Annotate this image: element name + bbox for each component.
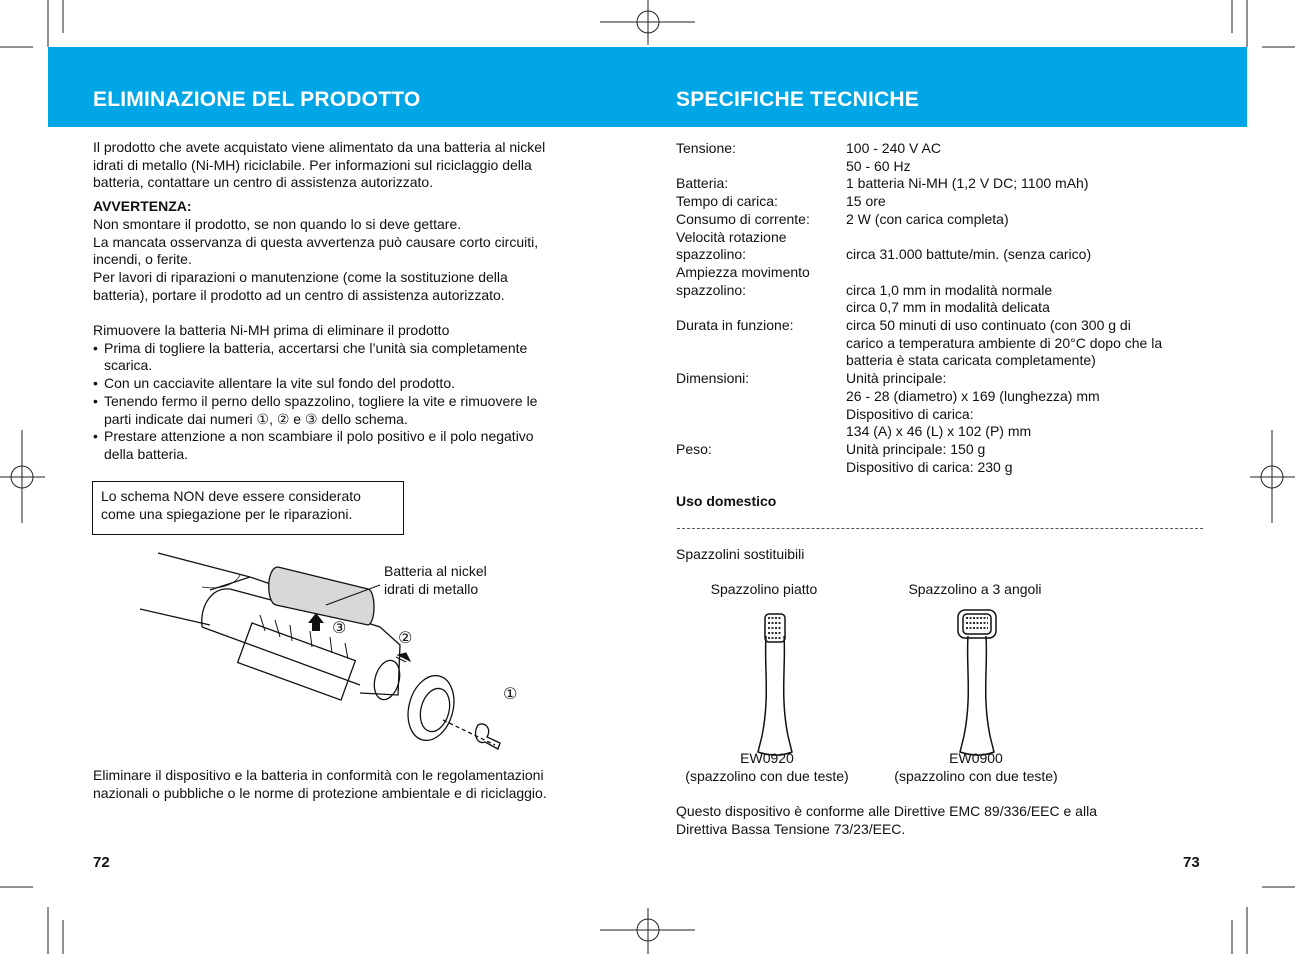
spec-row bbox=[676, 317, 1162, 335]
brush1-name: Spazzolino piatto bbox=[710, 581, 818, 597]
warning-line: La mancata osservanza di questa avvertenza può causare corto circuiti, bbox=[93, 233, 539, 250]
remove-intro: Rimuovere la batteria Ni-MH prima di eliminare il prodotto bbox=[93, 322, 450, 339]
spec-value: Unità principale: bbox=[846, 370, 947, 387]
intro-line: idrati di metallo (Ni-MH) riciclabile. Per informazioni sul riciclaggio della bbox=[93, 156, 532, 173]
note-line: Lo schema NON deve essere considerato bbox=[101, 488, 361, 504]
spec-row bbox=[676, 299, 1162, 317]
arrow-right-icon bbox=[396, 653, 410, 662]
left-footer bbox=[93, 767, 613, 802]
specs-table bbox=[676, 140, 1162, 476]
spec-key: Tempo di carica: bbox=[676, 193, 778, 210]
compliance-line: Direttiva Bassa Tensione 73/23/EEC. bbox=[676, 820, 906, 837]
spec-value: circa 0,7 mm in modalità delicata bbox=[846, 299, 1050, 316]
spec-row bbox=[676, 140, 1162, 158]
spec-value: 50 - 60 Hz bbox=[846, 157, 911, 174]
right-section-title: SPECIFICHE TECNICHE bbox=[676, 88, 919, 111]
left-section-title: ELIMINAZIONE DEL PRODOTTO bbox=[93, 88, 421, 111]
spec-key bbox=[676, 459, 846, 477]
spec-key bbox=[676, 299, 846, 317]
spec-value: 134 (A) x 46 (L) x 102 (P) mm bbox=[846, 423, 1032, 440]
warning-line: batteria), portare il prodotto ad un centro di assistenza autorizzato. bbox=[93, 286, 505, 303]
spec-value: batteria è stata caricata completamente) bbox=[846, 352, 1096, 369]
arrow-up-icon bbox=[308, 613, 324, 631]
battery-label bbox=[384, 563, 487, 598]
bullet-line: • Con un cacciavite allentare la vite sul fondo del prodotto. bbox=[104, 375, 455, 392]
spec-key: spazzolino: bbox=[676, 246, 747, 263]
spec-row bbox=[676, 352, 1162, 370]
spec-value: carico a temperatura ambiente di 20°C dopo che la bbox=[846, 334, 1163, 351]
spec-value bbox=[846, 229, 1162, 247]
intro-line: Il prodotto che avete acquistato viene alimentato da una batteria al nickel bbox=[93, 139, 546, 155]
compliance-text bbox=[676, 803, 1206, 838]
warning-line: incendi, o ferite. bbox=[93, 251, 192, 268]
spec-value: 15 ore bbox=[846, 193, 886, 210]
bullet-line: della batteria. bbox=[104, 445, 189, 462]
battery-label-line: Batteria al nickel bbox=[384, 563, 487, 579]
bullet-item bbox=[93, 393, 613, 428]
warning-line: Non smontare il prodotto, se non quando lo si deve gettare. bbox=[93, 215, 462, 232]
spec-row bbox=[676, 264, 1162, 282]
bullet-item bbox=[93, 340, 613, 375]
left-body bbox=[93, 139, 613, 464]
spec-value: circa 50 minuti di uso continuato (con 300 g di bbox=[846, 317, 1131, 334]
spec-key bbox=[676, 352, 846, 370]
spec-value: circa 1,0 mm in modalità normale bbox=[846, 281, 1053, 298]
bullet-item bbox=[93, 428, 613, 463]
spec-row bbox=[676, 282, 1162, 300]
replacement-title: Spazzolini sostituibili bbox=[676, 546, 805, 562]
spec-row bbox=[676, 193, 1162, 211]
brush2-code: EW0900 bbox=[949, 750, 1003, 766]
spec-key: Consumo di corrente: bbox=[676, 210, 810, 227]
callout-3: ③ bbox=[332, 620, 347, 637]
bullet-line: scarica. bbox=[104, 357, 153, 374]
spec-value: Dispositivo di carica: 230 g bbox=[846, 458, 1013, 475]
spec-key: Batteria: bbox=[676, 175, 729, 192]
spec-value: circa 31.000 battute/min. (senza carico) bbox=[846, 246, 1092, 263]
spec-key bbox=[676, 335, 846, 353]
spec-key: Durata in funzione: bbox=[676, 317, 794, 334]
spec-key bbox=[676, 406, 846, 424]
brush2-name: Spazzolino a 3 angoli bbox=[908, 581, 1042, 597]
note-line: come una spiegazione per le riparazioni. bbox=[101, 505, 353, 522]
spec-key bbox=[676, 158, 846, 176]
page-number-right: 73 bbox=[1183, 854, 1200, 871]
header-band bbox=[48, 47, 1247, 127]
spec-row bbox=[676, 423, 1162, 441]
spec-value: 1 batteria Ni-MH (1,2 V DC; 1100 mAh) bbox=[846, 175, 1089, 192]
spec-row bbox=[676, 406, 1162, 424]
bullet-line: • Prima di togliere la batteria, accertarsi che l’unità sia completamente bbox=[104, 339, 528, 356]
footer-line: Eliminare il dispositivo e la batteria in conformità con le regolamentazioni bbox=[93, 767, 544, 783]
spec-value bbox=[846, 264, 1162, 282]
battery-label-line: idrati di metallo bbox=[384, 580, 479, 597]
spec-key: Dimensioni: bbox=[676, 370, 750, 387]
compliance-line: Questo dispositivo è conforme alle Direttive EMC 89/336/EEC e alla bbox=[676, 803, 1097, 819]
spec-row bbox=[676, 441, 1162, 459]
spec-value: 2 W (con carica completa) bbox=[846, 210, 1009, 227]
spec-row bbox=[676, 158, 1162, 176]
spec-row bbox=[676, 388, 1162, 406]
spec-row bbox=[676, 335, 1162, 353]
page-number-left: 72 bbox=[93, 854, 110, 871]
spec-row bbox=[676, 175, 1162, 193]
intro-line: batteria, contattare un centro di assistenza autorizzato. bbox=[93, 174, 434, 191]
bullet-line: • Tenendo fermo il perno dello spazzolino, togliere la vite e rimuovere le bbox=[104, 392, 538, 409]
brush1-code: EW0920 bbox=[740, 750, 794, 766]
uso-domestico: Uso domestico bbox=[676, 493, 777, 509]
spec-key: Tensione: bbox=[676, 140, 736, 156]
spec-value: 26 - 28 (diametro) x 169 (lunghezza) mm bbox=[846, 387, 1100, 404]
dashed-divider bbox=[677, 528, 1203, 529]
spec-row bbox=[676, 246, 1162, 264]
angled-brush-head-icon bbox=[950, 606, 1004, 762]
bullet-line: parti indicate dai numeri ①, ② e ③ dello schema. bbox=[104, 410, 408, 427]
spec-row bbox=[676, 229, 1162, 247]
spec-value: Unità principale: 150 g bbox=[846, 440, 986, 457]
spec-key: Peso: bbox=[676, 440, 712, 457]
spec-row bbox=[676, 211, 1162, 229]
spec-key bbox=[676, 388, 846, 406]
flat-brush-head-icon bbox=[750, 606, 800, 762]
warning-line: Per lavori di riparazioni o manutenzione (come la sostituzione della bbox=[93, 268, 508, 285]
brush1-desc: (spazzolino con due teste) bbox=[685, 768, 849, 784]
brush2-desc: (spazzolino con due teste) bbox=[894, 768, 1058, 784]
bullet-item bbox=[93, 375, 613, 393]
callout-1: ① bbox=[503, 686, 518, 703]
warning-title: AVVERTENZA: bbox=[93, 198, 192, 215]
spec-key bbox=[676, 423, 846, 441]
spec-key: spazzolino: bbox=[676, 281, 747, 298]
spec-row bbox=[676, 459, 1162, 477]
callout-2: ② bbox=[398, 630, 413, 647]
repair-note-box bbox=[92, 481, 404, 535]
bullet-line: • Prestare attenzione a non scambiare il polo positivo e il polo negativo bbox=[104, 428, 534, 445]
spec-key: Velocità rotazione bbox=[676, 228, 787, 245]
spec-value: Dispositivo di carica: bbox=[846, 405, 974, 422]
spec-row bbox=[676, 370, 1162, 388]
spec-value: 100 - 240 V AC bbox=[846, 140, 941, 156]
spec-key: Ampiezza movimento bbox=[676, 263, 810, 280]
footer-line: nazionali o pubbliche o le norme di protezione ambientale e di riciclaggio. bbox=[93, 784, 547, 801]
